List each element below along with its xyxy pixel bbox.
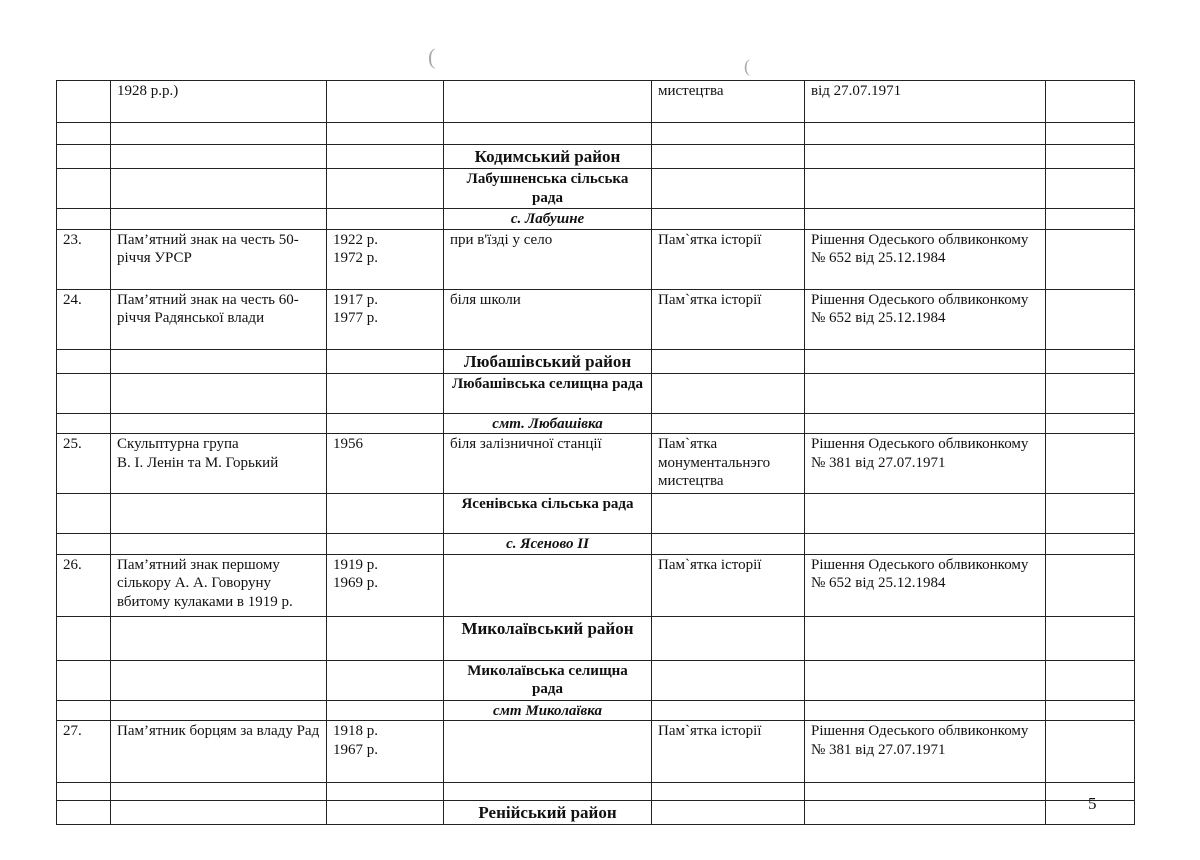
empty-cell xyxy=(111,413,327,434)
empty-cell xyxy=(111,616,327,660)
notes-cell xyxy=(1046,81,1135,123)
empty-cell xyxy=(57,349,111,373)
district-heading: Любашівський район xyxy=(444,349,652,373)
scan-mark: ( xyxy=(744,56,750,76)
monument-category: мистецтва xyxy=(652,81,805,123)
decision-reference: Рішення Одеського облвиконкому № 652 від 25.12.1984 xyxy=(805,554,1046,616)
empty-cell xyxy=(1046,209,1135,230)
empty-cell xyxy=(805,616,1046,660)
monument-location: біля залізничної станції xyxy=(444,434,652,494)
entry-number xyxy=(57,81,111,123)
empty-cell xyxy=(1046,700,1135,721)
district-heading: Ренійський район xyxy=(444,801,652,825)
empty-cell xyxy=(57,373,111,413)
village-row xyxy=(57,413,1135,434)
notes-cell xyxy=(1046,289,1135,349)
empty-cell xyxy=(1046,413,1135,434)
empty-cell xyxy=(57,413,111,434)
empty-cell xyxy=(805,373,1046,413)
empty-cell xyxy=(805,123,1046,145)
settlement-heading: смт Миколаївка xyxy=(444,700,652,721)
council-row xyxy=(57,494,1135,534)
village-row xyxy=(57,209,1135,230)
empty-cell xyxy=(111,660,327,700)
notes-cell xyxy=(1046,554,1135,616)
settlement-heading: смт. Любашівка xyxy=(444,413,652,434)
table-row xyxy=(57,434,1135,494)
empty-cell xyxy=(805,700,1046,721)
empty-cell xyxy=(805,494,1046,534)
empty-cell xyxy=(805,349,1046,373)
council-row xyxy=(57,373,1135,413)
entry-number: 25. xyxy=(57,434,111,494)
empty-cell xyxy=(327,145,444,169)
monument-years: 1918 р. 1967 р. xyxy=(327,721,444,783)
empty-cell xyxy=(652,660,805,700)
empty-cell xyxy=(327,700,444,721)
empty-cell xyxy=(327,373,444,413)
empty-cell xyxy=(111,494,327,534)
empty-cell xyxy=(327,660,444,700)
table-row xyxy=(57,554,1135,616)
entry-number: 26. xyxy=(57,554,111,616)
empty-cell xyxy=(652,801,805,825)
empty-cell xyxy=(57,169,111,209)
district-heading: Кодимський район xyxy=(444,145,652,169)
monument-category: Пам`ятка історії xyxy=(652,289,805,349)
monument-name: Скульптурна група В. І. Ленін та М. Горький xyxy=(111,434,327,494)
decision-reference: Рішення Одеського облвиконкому № 652 від 25.12.1984 xyxy=(805,229,1046,289)
empty-cell xyxy=(111,534,327,555)
page-number: 5 xyxy=(1088,794,1097,813)
empty-cell xyxy=(111,373,327,413)
monument-location: біля школи xyxy=(444,289,652,349)
monument-years: 1917 р. 1977 р. xyxy=(327,289,444,349)
empty-cell xyxy=(1046,145,1135,169)
empty-cell xyxy=(57,616,111,660)
monument-name: Пам’ятник борцям за владу Рад xyxy=(111,721,327,783)
notes-cell xyxy=(1046,229,1135,289)
empty-cell xyxy=(652,145,805,169)
monument-register-table xyxy=(56,80,1135,825)
settlement-heading: с. Лабушне xyxy=(444,209,652,230)
empty-cell xyxy=(805,801,1046,825)
village-row xyxy=(57,700,1135,721)
table-row xyxy=(57,229,1135,289)
table-row xyxy=(57,81,1135,123)
empty-cell xyxy=(327,413,444,434)
empty-cell xyxy=(327,783,444,801)
empty-cell xyxy=(111,145,327,169)
monument-years xyxy=(327,81,444,123)
empty-cell xyxy=(111,123,327,145)
empty-cell xyxy=(57,145,111,169)
notes-cell xyxy=(1046,434,1135,494)
decision-reference: Рішення Одеського облвиконкому № 652 від 25.12.1984 xyxy=(805,289,1046,349)
empty-cell xyxy=(111,783,327,801)
empty-cell xyxy=(652,413,805,434)
empty-cell xyxy=(1046,494,1135,534)
empty-cell xyxy=(805,534,1046,555)
empty-cell xyxy=(327,349,444,373)
monument-years: 1922 р. 1972 р. xyxy=(327,229,444,289)
empty-cell xyxy=(57,494,111,534)
monument-location xyxy=(444,81,652,123)
empty-cell xyxy=(327,801,444,825)
council-row xyxy=(57,169,1135,209)
blank-row xyxy=(57,123,1135,145)
empty-cell xyxy=(57,209,111,230)
monument-location xyxy=(444,721,652,783)
empty-cell xyxy=(652,494,805,534)
empty-cell xyxy=(327,123,444,145)
monument-category: Пам`ятка історії xyxy=(652,721,805,783)
district-heading: Миколаївський район xyxy=(444,616,652,660)
empty-cell xyxy=(57,123,111,145)
monument-name: Пам’ятний знак на честь 60-річчя Радянської влади xyxy=(111,289,327,349)
empty-cell xyxy=(57,801,111,825)
district-row xyxy=(57,349,1135,373)
empty-cell xyxy=(652,783,805,801)
scan-mark: ( xyxy=(428,44,436,69)
council-heading: Лабушненська сільська рада xyxy=(444,169,652,209)
district-row xyxy=(57,145,1135,169)
monument-category: Пам`ятка історії xyxy=(652,554,805,616)
empty-cell xyxy=(805,145,1046,169)
monument-location xyxy=(444,554,652,616)
empty-cell xyxy=(652,373,805,413)
monument-name: 1928 р.р.) xyxy=(111,81,327,123)
monument-name: Пам’ятний знак першому сількору А. А. Говоруну вбитому кулаками в 1919 р. xyxy=(111,554,327,616)
empty-cell xyxy=(57,534,111,555)
empty-cell xyxy=(327,494,444,534)
empty-cell xyxy=(1046,534,1135,555)
empty-cell xyxy=(444,783,652,801)
monument-category: Пам`ятка історії xyxy=(652,229,805,289)
decision-reference: від 27.07.1971 xyxy=(805,81,1046,123)
council-heading: Ясенівська сільська рада xyxy=(444,494,652,534)
district-row xyxy=(57,801,1135,825)
village-row xyxy=(57,534,1135,555)
decision-reference: Рішення Одеського облвиконкому № 381 від 27.07.1971 xyxy=(805,721,1046,783)
empty-cell xyxy=(652,169,805,209)
monument-name: Пам’ятний знак на честь 50-річчя УРСР xyxy=(111,229,327,289)
empty-cell xyxy=(1046,349,1135,373)
empty-cell xyxy=(652,700,805,721)
settlement-heading: с. Ясеново ІІ xyxy=(444,534,652,555)
empty-cell xyxy=(652,123,805,145)
empty-cell xyxy=(805,413,1046,434)
council-heading: Любашівська селищна рада xyxy=(444,373,652,413)
empty-cell xyxy=(327,169,444,209)
council-row xyxy=(57,660,1135,700)
monument-category: Пам`ятка монументальнэго мистецтва xyxy=(652,434,805,494)
notes-cell xyxy=(1046,721,1135,783)
district-row xyxy=(57,616,1135,660)
empty-cell xyxy=(1046,660,1135,700)
decision-reference: Рішення Одеського облвиконкому № 381 від 27.07.1971 xyxy=(805,434,1046,494)
empty-cell xyxy=(1046,616,1135,660)
empty-cell xyxy=(652,616,805,660)
monument-location: при в'їзді у село xyxy=(444,229,652,289)
empty-cell xyxy=(805,209,1046,230)
empty-cell xyxy=(1046,169,1135,209)
empty-cell xyxy=(652,534,805,555)
empty-cell xyxy=(1046,123,1135,145)
empty-cell xyxy=(444,123,652,145)
empty-cell xyxy=(111,169,327,209)
entry-number: 23. xyxy=(57,229,111,289)
empty-cell xyxy=(111,801,327,825)
empty-cell xyxy=(652,209,805,230)
empty-cell xyxy=(57,700,111,721)
empty-cell xyxy=(57,783,111,801)
monument-years: 1956 xyxy=(327,434,444,494)
empty-cell xyxy=(805,660,1046,700)
empty-cell xyxy=(57,660,111,700)
empty-cell xyxy=(805,783,1046,801)
table-row xyxy=(57,289,1135,349)
entry-number: 27. xyxy=(57,721,111,783)
empty-cell xyxy=(111,349,327,373)
empty-cell xyxy=(327,534,444,555)
entry-number: 24. xyxy=(57,289,111,349)
empty-cell xyxy=(111,209,327,230)
empty-cell xyxy=(1046,373,1135,413)
empty-cell xyxy=(327,209,444,230)
blank-row xyxy=(57,783,1135,801)
empty-cell xyxy=(805,169,1046,209)
monument-years: 1919 р. 1969 р. xyxy=(327,554,444,616)
table-row xyxy=(57,721,1135,783)
empty-cell xyxy=(111,700,327,721)
empty-cell xyxy=(327,616,444,660)
empty-cell xyxy=(652,349,805,373)
council-heading: Миколаївська селищна рада xyxy=(444,660,652,700)
